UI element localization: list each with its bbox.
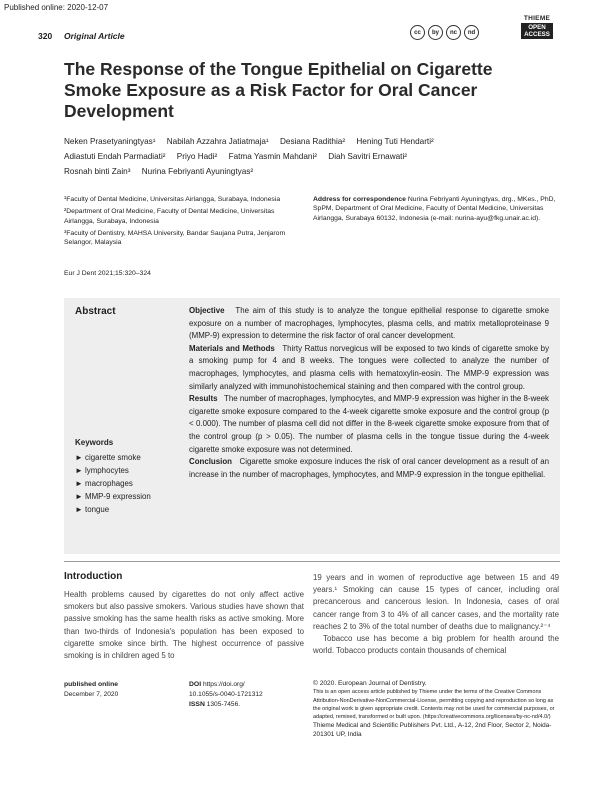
abstract-methods — [189, 343, 549, 393]
introduction-col2 — [313, 572, 559, 657]
section-label: Objective — [189, 306, 225, 315]
license-icons — [410, 25, 479, 40]
abstract-heading: Abstract — [75, 306, 116, 317]
footer-published — [64, 680, 179, 700]
published-online-line: Published online: 2020-12-07 — [4, 3, 109, 12]
correspondence-text: Nurina Febriyanti Ayuningtyas, drg., MKes., PhD, SpPM, Department of Oral Medicine, Faculty of Dental Medicine, Universitas Airlangga, Surabaya 60132, Indonesia (e-mail: nurina-ayu@fkg.unair.ac.id). — [313, 196, 556, 222]
section-text: Thirty Rattus norvegicus will be exposed to two kinds of cigarette smoke by a smoking pump for 4 and 8 weeks. The tongues were collected to analyze the number of macrophages, lymphocytes, and plasma cells with hematoxylin-eosin. The MMP-9 expression was similarly analyzed with immunohistochemical staining and then compared with the control group. — [189, 343, 550, 391]
section-divider — [64, 561, 560, 562]
author: Desiana Radithia² — [280, 137, 346, 146]
cc-icon: cc — [410, 25, 425, 40]
journal-citation: Eur J Dent 2021;15:320–324 — [64, 270, 151, 277]
affiliation: ¹Faculty of Dental Medicine, Universitas Airlangga, Surabaya, Indonesia — [64, 196, 281, 203]
section-text: The number of macrophages, lymphocytes, and MMP-9 expression was higher in the 8-week cigarette smoke exposure compared to the 4-week cigarette smoke exposure and the control group (p < 0.000). The number of plasma cell did not differ in the 8-week cigarette smoke exposure from that of the control group (p > 0.05). The number of plasma cells in the tongue tissue during the 4-week cigarette smoke exposure was not determined. — [189, 394, 549, 454]
keyword-item: ► tongue — [75, 505, 110, 515]
issn-number: 1305-7456. — [206, 700, 241, 708]
affiliations — [64, 195, 304, 250]
abstract-body — [189, 305, 549, 481]
author: Rosnah binti Zain³ — [64, 166, 131, 176]
published-date: December 7, 2020 — [64, 690, 119, 698]
introduction-heading: Introduction — [64, 571, 123, 582]
doi-url[interactable]: https://doi.org/ — [202, 681, 245, 688]
abstract-results — [189, 393, 549, 456]
keyword-item: ► cigarette smoke — [75, 453, 141, 462]
affiliation: ²Department of Oral Medicine, Faculty of Dental Medicine, Universitas Airlangga, Surabaya, Indonesia — [64, 208, 275, 225]
nc-icon: nc — [446, 25, 461, 40]
author: Hening Tuti Hendarti² — [356, 137, 434, 146]
page-number: 320 — [38, 31, 53, 41]
footer-doi — [189, 680, 304, 709]
author: Fatma Yasmin Mahdani² — [228, 151, 317, 161]
keywords-heading: Keywords — [75, 438, 114, 447]
author: Adiastuti Endah Parmadiati² — [64, 151, 166, 161]
section-label: Conclusion — [189, 457, 232, 467]
author: Nurina Febriyanti Ayuningtyas² — [141, 166, 254, 176]
thieme-open-access-logo — [521, 15, 553, 39]
author: Neken Prasetyaningtyas¹ — [64, 137, 156, 146]
introduction-col1 — [64, 589, 304, 662]
paragraph: 19 years and in women of reproductive age between 15 and 49 years.¹ Smoking can cause 15 types of cancer, including oral precancerous and cancerous lesion. In Indonesia, cases of oral cancer range from 3 to 4% of all cancer cases, and the mortality rate reaches 2 to 3% of the total number of deaths due to malignancy.²⁻⁴ — [313, 573, 559, 631]
author: Priyo Hadi² — [176, 151, 218, 161]
keyword-list — [75, 451, 151, 516]
section-label: Materials and Methods — [189, 343, 275, 353]
author: Nabilah Azzahra Jatiatmaja¹ — [166, 137, 269, 146]
brand-name: THIEME — [523, 15, 551, 22]
footer-license — [313, 680, 560, 739]
keyword-item: ► macrophages — [75, 479, 133, 489]
copyright: © 2020. European Journal of Dentistry. — [313, 680, 427, 687]
abstract-conclusion — [189, 456, 549, 481]
affiliation: ³Faculty of Dentistry, MAHSA University, Bandar Saujana Putra, Jenjarom Selangor, Malaysia — [64, 229, 286, 247]
author: Diah Savitri Ernawati² — [328, 151, 407, 161]
publisher-address: Thieme Medical and Scientific Publishers Pvt. Ltd., A-12, 2nd Floor, Sector 2, Noida-201301 UP, India — [313, 722, 552, 739]
brand-badge — [521, 23, 553, 39]
keyword-item: ► lymphocytes — [75, 466, 129, 476]
keyword-item: ► MMP-9 expression — [75, 492, 151, 502]
published-label: published online — [64, 681, 118, 688]
paragraph: Tobacco use has become a big problem for health around the world. Tobacco products contain thousands of chemical — [313, 634, 559, 656]
section-text: Cigarette smoke exposure induces the risk of oral cancer development as a result of an increase in the number of macrophages, lymphocytes, and MMP-9 expression in the tongue epithelial. — [189, 457, 550, 479]
article-title: The Response of the Tongue Epithelial on Cigarette Smoke Exposure as a Risk Factor for Oral Cancer Development — [64, 59, 493, 121]
brand-access: ACCESS — [524, 31, 550, 38]
abstract-objective — [189, 305, 549, 343]
issn-label: ISSN — [189, 700, 205, 708]
doi-label: DOI — [189, 681, 202, 688]
paragraph: Health problems caused by cigarettes do not only affect active smokers but also passive smokers. Various studies have shown that passive smoking has the same health risks as active smoking. More than two-thirds of Indonesia's population has been exposed to cigarette smoke since birth. The highest occurrence of passive smoking is in children aged 5 to — [64, 590, 304, 661]
correspondence-label: Address for correspondence — [313, 196, 406, 203]
brand-open: OPEN — [528, 24, 546, 31]
section-label: Results — [189, 394, 218, 404]
nd-icon: nd — [464, 25, 479, 40]
author-list — [64, 135, 539, 179]
article-type: Original Article — [64, 31, 125, 41]
section-text: The aim of this study is to analyze the tongue epithelial response to cigarette smoke exposure on a number of macrophages, lymphocytes, plasma cells, and matrix metalloproteinase 9 (MMP-9) expression to determine the risk factor of oral cancer development. — [189, 306, 549, 341]
doi-number: 10.1055/s-0040-1721312 — [189, 690, 263, 698]
by-icon: by — [428, 25, 443, 40]
correspondence — [313, 195, 558, 223]
license-text: This is an open access article published by Thieme under the terms of the Creative Commons Attribution-NonDerivative-NonCommercial-License, permitting copying and reproduction so long as the original work is given appropriate credit. Contents may not be used for commercial purposes, or adapted, remixed, transformed or built upon. (https://creativecommons.org/licenses/by-nc-nd/4.0/) — [313, 689, 555, 721]
